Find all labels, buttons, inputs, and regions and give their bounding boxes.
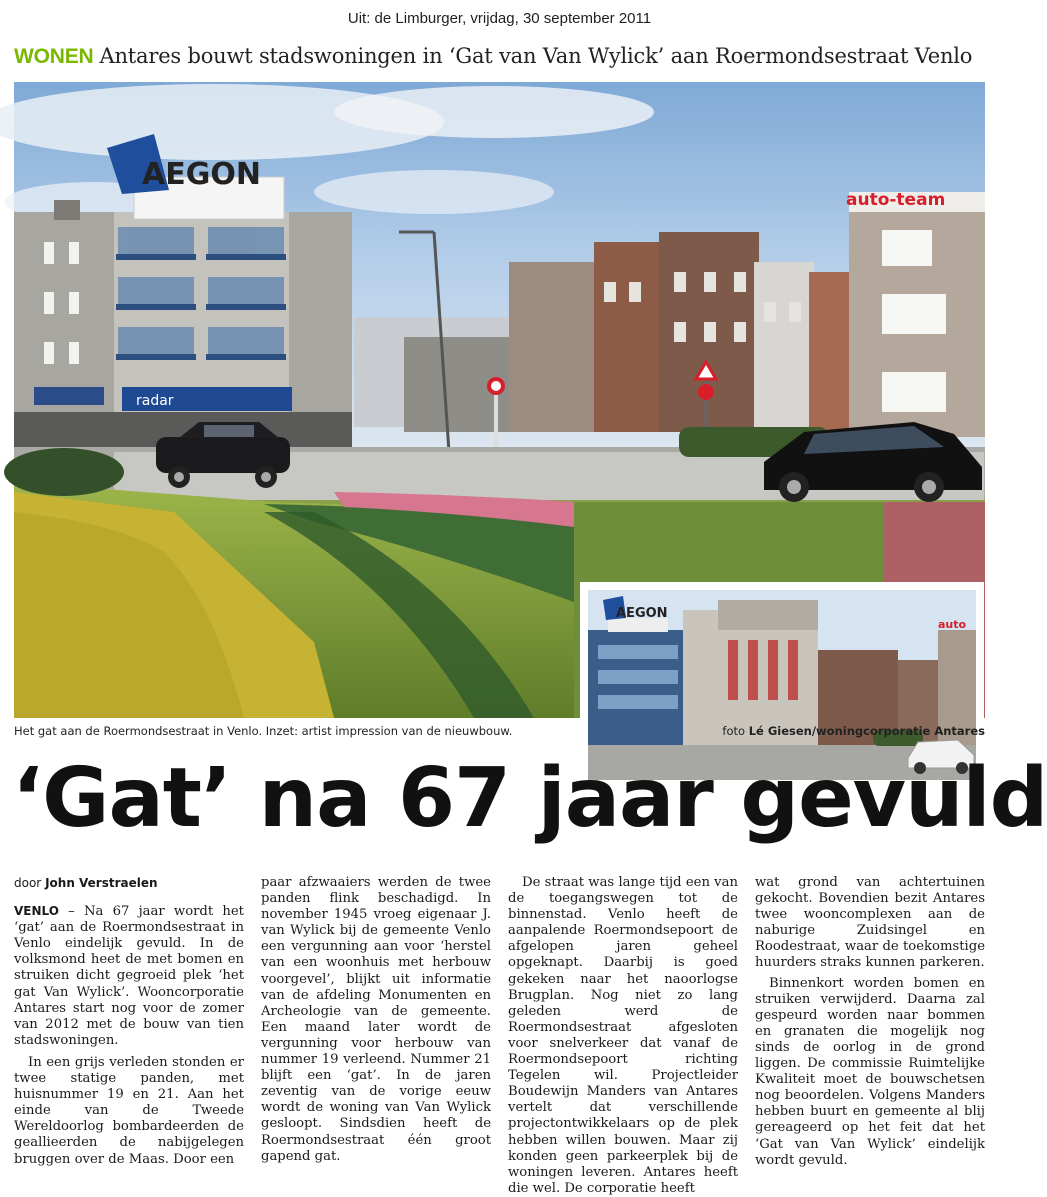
column-1 — [14, 875, 244, 1168]
auto-team-sign: auto-team — [846, 190, 946, 210]
subhead: Antares bouwt stadswoningen in ‘Gat van Van Wylick’ aan Roermondsestraat Venlo — [99, 44, 973, 68]
column-3 — [508, 875, 738, 1197]
byline-author: John Verstraelen — [45, 876, 158, 890]
paragraph-1-text: – Na 67 jaar wordt het ‘gat’ aan de Roermondsestraat in Venlo eindelijk gevuld. In de volksmond heet de met bomen en struiken dicht gegroeid plek ‘het gat Van Wylick’. Wooncorporatie Antares start nog voor de zomer van 2012 met de bouw van tien stadswoningen. — [14, 904, 244, 1048]
photo-credit — [722, 724, 985, 738]
byline-prefix: door — [14, 876, 42, 890]
article-body — [14, 875, 985, 1196]
inset-auto-sign: auto — [938, 618, 967, 631]
paragraph-1 — [14, 903, 244, 1049]
inset-aegon-sign: AEGON — [616, 606, 668, 621]
paragraph-3: paar afzwaaiers werden de twee panden flink beschadigd. In november 1945 vroeg eigenaar J. van Wylick bij de gemeente Venlo een vergunning aan voor ‘herstel van een woonhuis met herbouw voorgevel’, blijkt uit informatie van de afdeling Monumenten en Archeologie van de gemeente. Een maand later wordt de vergunning voor herbouw van nummer 19 verleend. Nummer 21 blijft een ‘gat’. In de jaren zeventig van de vorige eeuw wordt de woning van Van Wylick gesloopt. Sindsdien heeft de Roermondsestraat één groot gapend gat. — [261, 875, 491, 1164]
column-2 — [261, 875, 491, 1165]
column-4 — [755, 875, 985, 1169]
paragraph-6: Binnenkort worden bomen en struiken verwijderd. Daarna zal gespeurd worden naar bommen en granaten die mogelijk nog sinds de oorlog in de grond liggen. De commissie Ruimtelijke Kwaliteit moet de bouwschetsen nog beoordelen. Volgens Manders hebben buurt en gemeente al blij gereageerd op het feit dat het ‘Gat van Van Wylick’ eindelijk wordt gevuld. — [755, 975, 985, 1168]
photo-caption: Het gat aan de Roermondsestraat in Venlo. Inzet: artist impression van de nieuwbouw. — [14, 724, 513, 738]
dateline: VENLO — [14, 904, 59, 919]
paragraph-2: In een grijs verleden stonden er twee statige panden, met huisnummer 19 en 21. Aan het einde van de Tweede Wereldoorlog bombardeerden de geallieerden de nabijgelegen bruggen over de Maas. Door een — [14, 1054, 244, 1167]
section-kicker: WONEN — [14, 45, 94, 68]
byline — [14, 875, 244, 891]
subhead-line — [14, 44, 985, 69]
headline: ‘Gat’ na 67 jaar gevuld — [12, 751, 1047, 846]
paragraph-5: wat grond van achtertuinen gekocht. Bovendien bezit Antares twee wooncomplexen aan de naburige Zuidsingel en Roodestraat, waar de toekomstige huurders straks kunnen parkeren. — [755, 875, 985, 971]
credit-name: Lé Giesen/woningcorporatie Antares — [748, 724, 985, 738]
main-photo — [14, 82, 985, 718]
aegon-sign: AEGON — [142, 157, 261, 192]
credit-prefix: foto — [722, 724, 746, 738]
paragraph-4: De straat was lange tijd een van de toegangswegen tot de binnenstad. Venlo heeft de aanpalende Roermondsepoort de afgelopen jaren geheel opgeknapt. Daarbij is goed gekeken naar het naoorlogse Brugplan. Nog niet zo lang geleden werd de Roermondsestraat afgesloten voor snelverkeer dat vanaf de Roermondsepoort richting Tegelen wil. Projectleider Boudewijn Manders van Antares vertelt dat verschillende projectontwikkelaars op de plek hebben willen bouwen. Maar zij konden geen parkeerplek bij de woningen leveren. Antares heeft die wel. De corporatie heeft — [508, 875, 738, 1196]
source-line: Uit: de Limburger, vrijdag, 30 september 2011 — [347, 10, 652, 27]
radar-sign: radar — [136, 393, 174, 409]
